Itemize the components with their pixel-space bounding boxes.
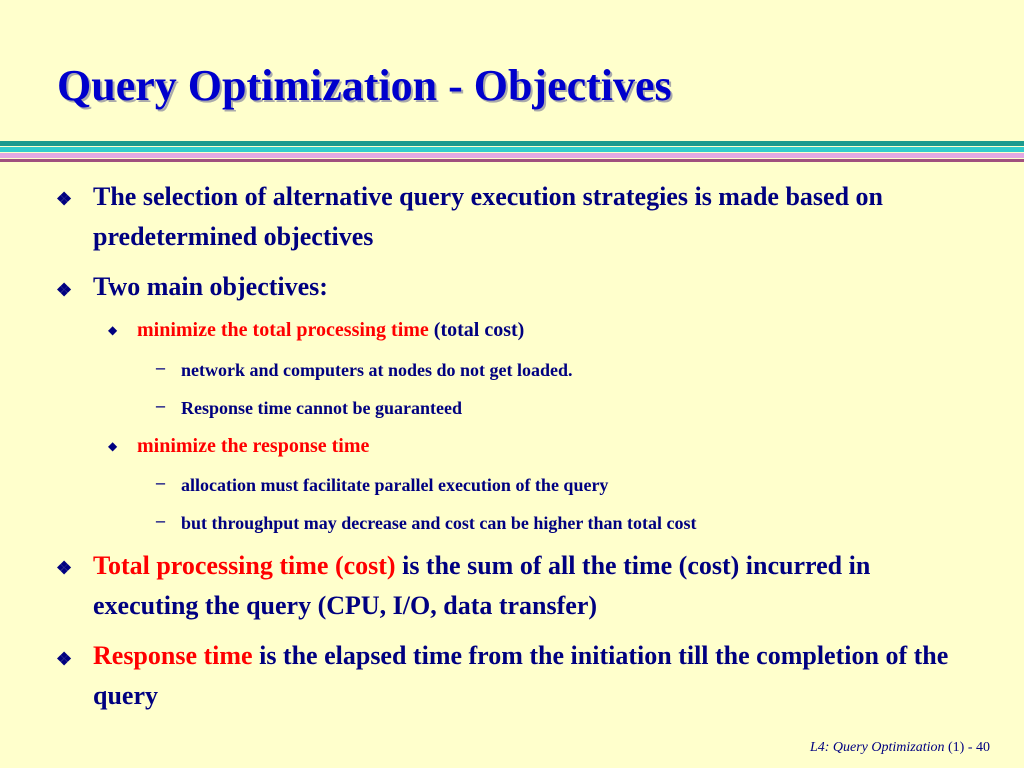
- detail-network-not-loaded: network and computers at nodes do not get loaded.: [181, 360, 573, 380]
- dash-bullet-icon: –: [156, 357, 165, 377]
- highlight-text: Total processing time (cost): [93, 551, 396, 580]
- title-divider-line: [0, 153, 1024, 158]
- title-divider-line: [0, 141, 1024, 146]
- slide-footer: [810, 740, 990, 756]
- sub-bullet-total-processing-time: [137, 317, 977, 343]
- definition-text: is the elapsed time from the initiation till the completion of the query: [93, 641, 949, 710]
- detail-throughput-decrease: but throughput may decrease and cost can be higher than total cost: [181, 513, 697, 533]
- detail-response-not-guaranteed: Response time cannot be guaranteed: [181, 398, 462, 418]
- dash-bullet-icon: –: [156, 510, 165, 530]
- sub-bullet-response-time: minimize the response time: [137, 435, 370, 457]
- bullet-two-objectives: Two main objectives:: [93, 272, 328, 301]
- footer-course-label: L4: Query Optimization: [809, 740, 945, 755]
- definition-text: is the sum of all the time (cost) incurred in executing the query (CPU, I/O, data transfer): [93, 551, 871, 620]
- small-diamond-bullet-icon: ◆: [108, 439, 118, 453]
- diamond-bullet-icon: ❖: [56, 558, 73, 578]
- small-diamond-bullet-icon: ◆: [108, 323, 118, 337]
- diamond-bullet-icon: ❖: [56, 189, 73, 209]
- diamond-bullet-icon: ❖: [56, 649, 73, 669]
- sub-bullet-text: (total cost): [428, 319, 525, 341]
- title-divider-line: [0, 159, 1024, 162]
- slide-title: Query Optimization - Objectives: [57, 61, 672, 110]
- bullet-response-time-definition: [93, 636, 973, 716]
- highlight-text: minimize the total processing time: [137, 319, 429, 341]
- bullet-total-processing-time-definition: [93, 546, 973, 626]
- bullet-selection-strategies: The selection of alternative query execution strategies is made based on predetermined objectives: [93, 182, 884, 251]
- dash-bullet-icon: –: [156, 472, 165, 492]
- detail-parallel-execution: allocation must facilitate parallel execution of the query: [181, 475, 609, 495]
- footer-page-number: (1) - 40: [944, 740, 990, 755]
- diamond-bullet-icon: ❖: [56, 280, 73, 300]
- dash-bullet-icon: –: [156, 395, 165, 415]
- highlight-text: Response time: [93, 641, 253, 670]
- title-divider-line: [0, 147, 1024, 152]
